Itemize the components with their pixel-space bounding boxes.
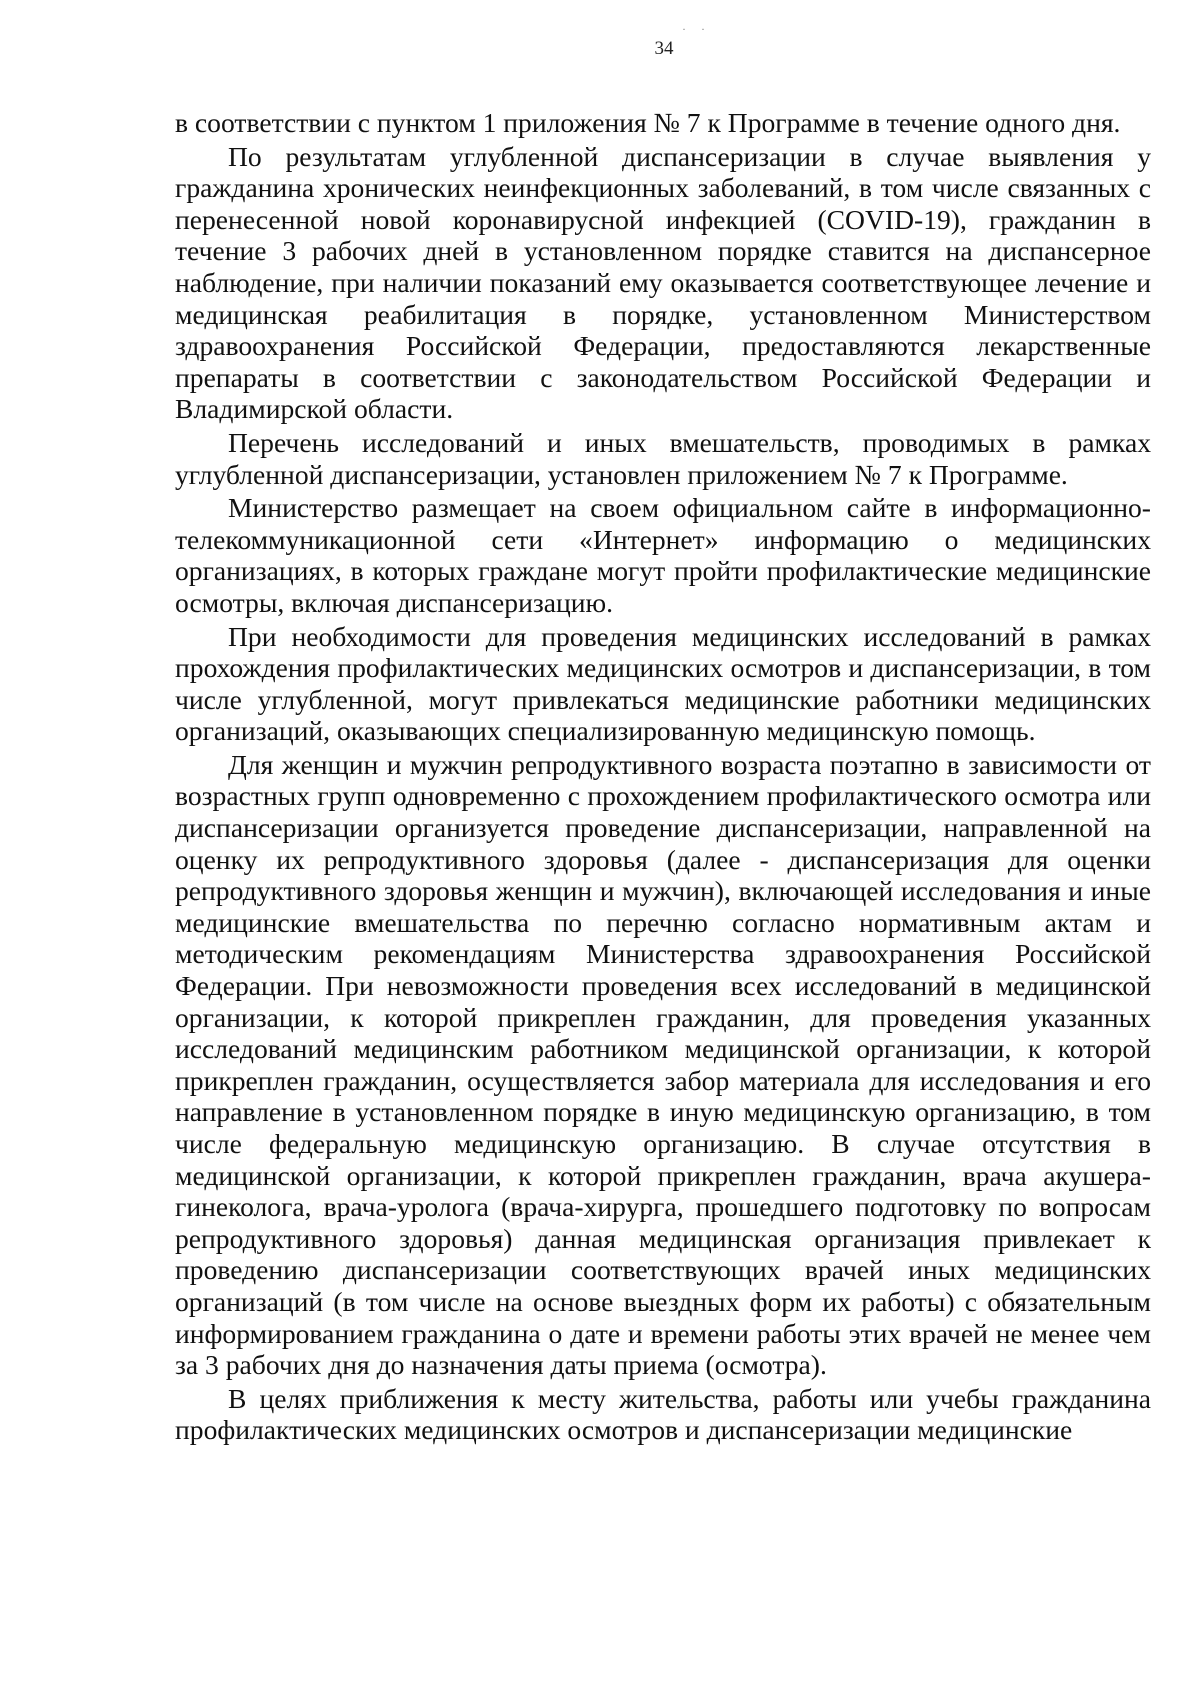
paragraph-deep-checkup-results: По результатам углубленной диспансеризации в случае выявления у гражданина хронических неинфекционных заболеваний, в том числе связанных с перенесенной новой коронавирусной инфекцией (COVID-19), гражданин в течение 3 рабочих дней в установленном порядке ставится на диспансерное наблюдение, при наличии показаний ему оказывается соответствующее лечение и медицинская реабилитация в порядке, установленном Министерством здравоохранения Российской Федерации, предоставляются лекарственные препараты в соответствии с законодательством Российской Федерации и Владимирской области. bbox=[175, 140, 1151, 425]
page-number: 34 bbox=[654, 38, 674, 59]
document-body bbox=[175, 107, 1151, 1448]
paragraph-list-of-examinations: Перечень исследований и иных вмешательств, проводимых в рамках углубленной диспансеризации, установлен приложением № 7 к Программе. bbox=[175, 426, 1151, 490]
paragraph-ministry-website: Министерство размещает на своем официальном сайте в информационно-телекоммуникационной сети «Интернет» информацию о медицинских организациях, в которых граждане могут пройти профилактические медицинские осмотры, включая диспансеризацию. bbox=[175, 492, 1151, 618]
scan-artifact: · · bbox=[682, 22, 711, 36]
paragraph-continuation: в соответствии с пунктом 1 приложения № 7 к Программе в течение одного дня. bbox=[175, 107, 1121, 138]
paragraph-proximity: В целях приближения к месту жительства, работы или учебы гражданина профилактических медицинских осмотров и диспансеризации медицинские bbox=[175, 1382, 1151, 1446]
paragraph-reproductive-health: Для женщин и мужчин репродуктивного возраста поэтапно в зависимости от возрастных групп одновременно с прохождением профилактического осмотра или диспансеризации организуется проведение диспансеризации, направленной на оценку их репродуктивного здоровья (далее - диспансеризация для оценки репродуктивного здоровья женщин и мужчин), включающей исследования и иные медицинские вмешательства по перечню согласно нормативным актам и методическим рекомендациям Министерства здравоохранения Российской Федерации. При невозможности проведения всех исследований в медицинской организации, к которой прикреплен гражданин, для проведения указанных исследований медицинским работником медицинской организации, к которой прикреплен гражданин, осуществляется забор материала для исследования и его направление в установленном порядке в иную медицинскую организацию, в том числе федеральную медицинскую организацию. В случае отсутствия в медицинской организации, к которой прикреплен гражданин, врача акушера-гинеколога, врача-уролога (врача-хирурга, прошедшего подготовку по вопросам репродуктивного здоровья) данная медицинская организация привлекает к проведению диспансеризации соответствующих врачей иных медицинских организаций (в том числе на основе выездных форм их работы) с обязательным информированием гражданина о дате и времени работы этих врачей не менее чем за 3 рабочих дня до назначения даты приема (осмотра). bbox=[175, 748, 1151, 1381]
paragraph-specialists-involvement: При необходимости для проведения медицинских исследований в рамках прохождения профилактических медицинских осмотров и диспансеризации, в том числе углубленной, могут привлекаться медицинские работники медицинских организаций, оказывающих специализированную медицинскую помощь. bbox=[175, 620, 1151, 747]
